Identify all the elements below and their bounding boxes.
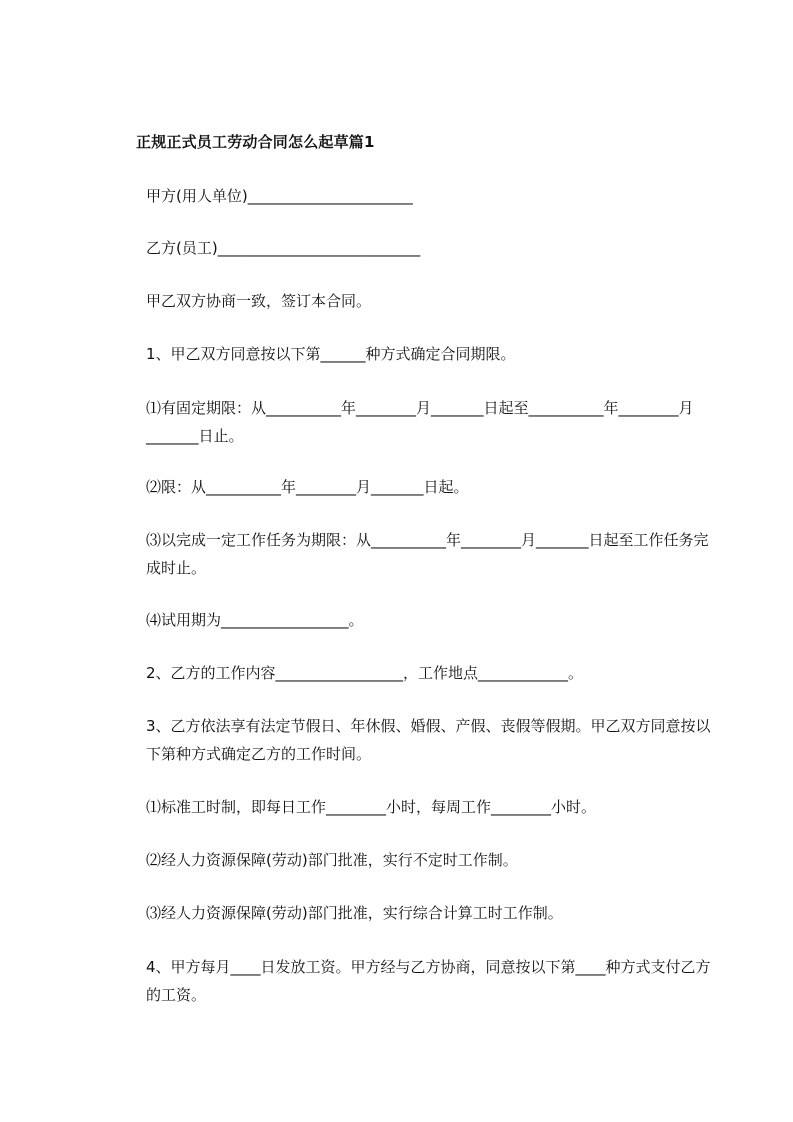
clause-2: 2、乙方的工作内容_________________，工作地点____________。 xyxy=(146,664,584,682)
clause-1-3: ⑶以完成一定工作任务为期限：从__________年________月_______日起至工作任务完成时止。 xyxy=(146,531,709,577)
party-a-line: 甲方(用人单位)______________________ xyxy=(146,187,413,205)
clause-1: 1、甲乙双方同意按以下第______种方式确定合同期限。 xyxy=(146,345,516,363)
clause-1-1: ⑴有固定期限：从__________年________月_______日起至__________年________月_______日止。 xyxy=(146,399,694,445)
document-title: 正规正式员工劳动合同怎么起草篇1 xyxy=(136,133,375,151)
clause-4: 4、甲方每月____日发放工资。甲方经与乙方协商，同意按以下第____种方式支付乙方的工资。 xyxy=(146,958,711,1004)
clause-3-2: ⑵经人力资源保障(劳动)部门批准，实行不定时工作制。 xyxy=(146,851,518,869)
clause-3: 3、乙方依法享有法定节假日、年休假、婚假、产假、丧假等假期。甲乙双方同意按以下第种方式确定乙方的工作时间。 xyxy=(146,717,711,763)
clause-3-1: ⑴标准工时制，即每日工作________小时，每周工作________小时。 xyxy=(146,798,597,816)
party-b-line: 乙方(员工)___________________________ xyxy=(146,239,421,257)
clause-3-3: ⑶经人力资源保障(劳动)部门批准，实行综合计算工时工作制。 xyxy=(146,904,563,922)
clause-1-2: ⑵限：从__________年________月_______日起。 xyxy=(146,478,469,496)
agreement-paragraph: 甲乙双方协商一致，签订本合同。 xyxy=(146,292,372,310)
clause-1-4: ⑷试用期为_________________。 xyxy=(146,611,364,629)
